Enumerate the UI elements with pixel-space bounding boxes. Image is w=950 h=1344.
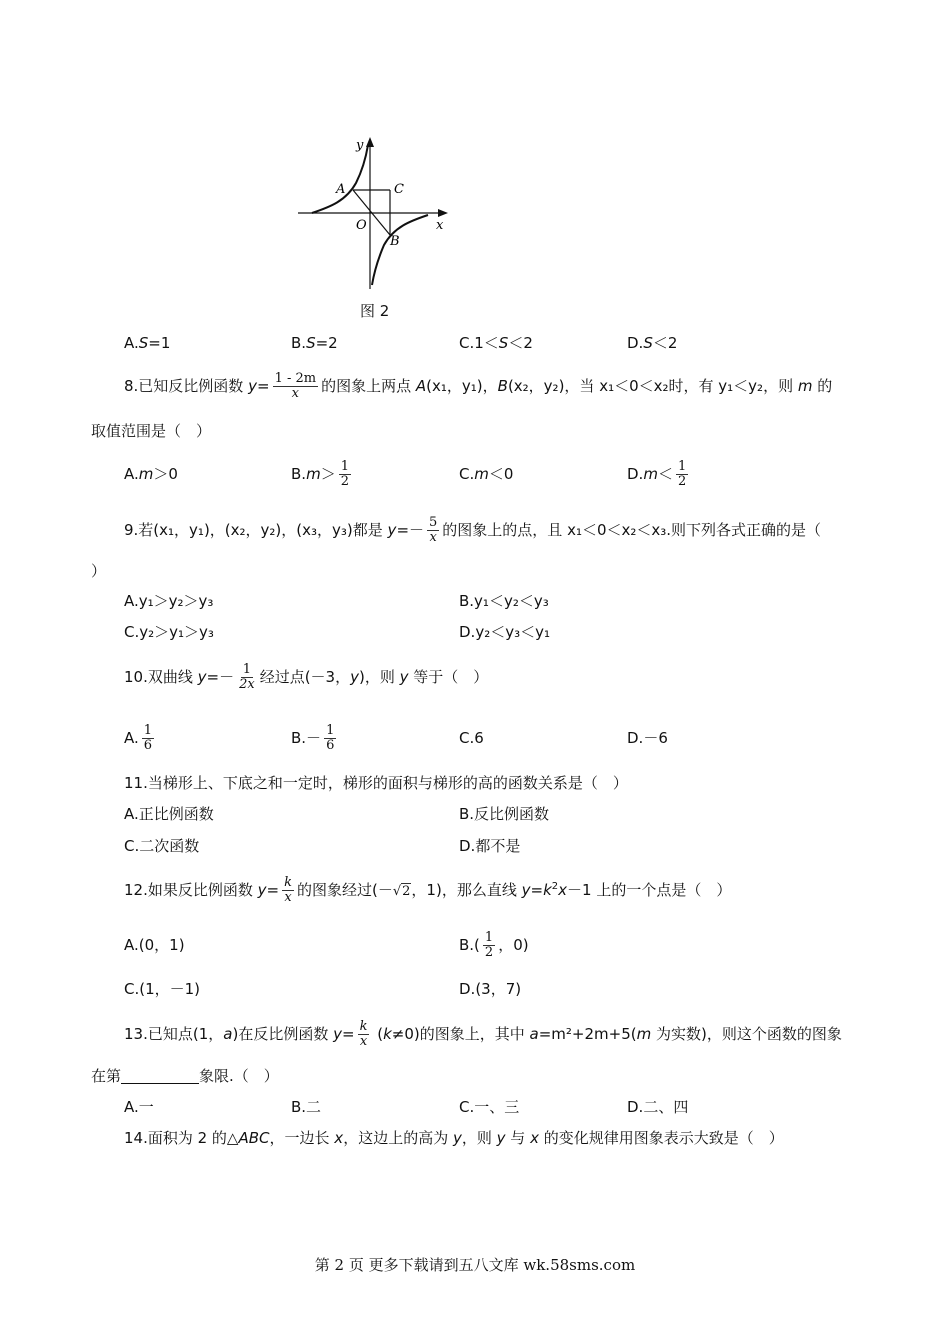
q11-option-a[interactable]: A.正比例函数 — [124, 805, 214, 823]
q10-fraction — [237, 663, 257, 693]
q12-option-d[interactable]: D.(3，7) — [459, 980, 522, 998]
q13-t2: )在反比例函数 — [232, 1025, 334, 1043]
q10-b-den: 6 — [326, 738, 335, 753]
x-axis-arrow — [438, 209, 448, 217]
q7-c-var: S — [498, 334, 509, 352]
q12-t1: 12.如果反比例函数 — [124, 881, 258, 899]
q13-option-d[interactable]: D.二、四 — [627, 1098, 689, 1116]
q10-b-num: 1 — [326, 722, 335, 738]
q8-b-fraction — [339, 460, 351, 490]
q14-t1: 14.面积为 2 的△ — [124, 1129, 239, 1147]
q7-d-var: S — [643, 334, 653, 352]
q7-d-label: D. — [627, 334, 644, 352]
q12-b-fraction — [483, 931, 495, 961]
figure-2-graph — [290, 135, 460, 295]
q9-frac-num: 5 — [429, 514, 438, 530]
q12-b-num: 1 — [484, 929, 494, 945]
q8-stem-line2: 取值范围是（ ） — [91, 422, 212, 440]
q14-t5: 与 — [505, 1129, 531, 1147]
hyperbola-branch-right — [372, 215, 428, 285]
q12-t3: ，1)，那么直线 — [411, 881, 522, 899]
q10-frac-den: 2x — [239, 677, 255, 692]
q8-num: 8.已知反比例函数 — [124, 377, 249, 395]
q7-option-d[interactable] — [627, 336, 677, 351]
q8-fraction — [273, 372, 319, 402]
q12-frac-den: x — [284, 890, 292, 905]
q12-b-den: 2 — [484, 945, 494, 960]
q8-b-post: ＞ — [320, 465, 336, 483]
q13-t6: 为实数)，则这个函数的图象 — [651, 1025, 842, 1043]
q13-line2-post: 象限.（ ） — [199, 1067, 279, 1085]
q8-option-c[interactable] — [459, 467, 513, 482]
q10-option-c[interactable]: C.6 — [459, 729, 484, 747]
q12-sqrt: √2 — [392, 884, 411, 899]
q9-option-a[interactable]: A.y₁＞y₂＞y₃ — [124, 592, 214, 610]
q13-a2: a — [529, 1025, 539, 1043]
q12-y: y — [257, 881, 267, 899]
q10-a-den: 6 — [143, 738, 153, 753]
q9-frac-den: x — [429, 530, 437, 545]
figure-caption: 图 2 — [360, 302, 390, 320]
q8-t1: 的图象上两点 — [321, 377, 416, 395]
q13-k: k — [383, 1025, 392, 1043]
q10-t1: 10.双曲线 — [124, 668, 198, 686]
q9-option-b[interactable]: B.y₁＜y₂＜y₃ — [459, 592, 549, 610]
q13-answer-blank[interactable] — [121, 1069, 199, 1084]
q14-stem — [124, 1131, 784, 1146]
label-origin: O — [356, 218, 367, 233]
q10-y3: y — [399, 668, 409, 686]
q7-option-b[interactable] — [291, 336, 338, 351]
q7-b-var: S — [306, 334, 316, 352]
q12-option-a[interactable]: A.(0，1) — [124, 936, 185, 954]
q8-option-a[interactable] — [124, 467, 178, 482]
label-c: C — [394, 182, 404, 197]
q7-d-post: ＜2 — [652, 334, 678, 352]
q7-a-label: A. — [124, 334, 139, 352]
q12-radicand: 2 — [402, 884, 411, 899]
q10-y2: y — [350, 668, 359, 686]
q11-stem: 11.当梯形上、下底之和一定时，梯形的面积与梯形的高的函数关系是（ ） — [124, 774, 628, 792]
q7-b-label: B. — [291, 334, 307, 352]
q12-option-b[interactable] — [459, 925, 529, 965]
q10-t4: )，则 — [359, 668, 400, 686]
q8-A: A — [415, 377, 427, 395]
q10-a-num: 1 — [143, 722, 153, 738]
q8-b-den: 2 — [340, 474, 349, 489]
q11-option-d[interactable]: D.都不是 — [459, 837, 521, 855]
q8-option-b[interactable] — [291, 454, 354, 494]
q14-y: y — [452, 1129, 462, 1147]
q10-a-fraction — [142, 724, 154, 754]
label-b: B — [390, 234, 400, 249]
q8-t2: (x₁，y₁)， — [426, 377, 498, 395]
q10-a-label: A. — [124, 729, 139, 747]
q13-line2-pre: 在第 — [91, 1067, 122, 1085]
q13-a1: a — [223, 1025, 233, 1043]
q7-option-a[interactable] — [124, 336, 170, 351]
q9-option-c[interactable]: C.y₂＞y₁＞y₃ — [124, 623, 214, 641]
label-x: x — [436, 218, 444, 233]
q8-c-var: m — [474, 465, 489, 483]
q8-eq: = — [256, 377, 270, 395]
q12-t4: = — [530, 881, 544, 899]
q8-d-post: ＜ — [657, 465, 673, 483]
q13-t3: ( — [372, 1025, 384, 1043]
q8-d-label: D. — [627, 465, 644, 483]
page-footer: 第 2 页 更多下载请到五八文库 wk.58sms.com — [314, 1256, 636, 1274]
q13-frac-num: k — [359, 1018, 368, 1034]
q11-option-c[interactable]: C.二次函数 — [124, 837, 200, 855]
q14-x2: x — [530, 1129, 539, 1147]
q9-t1: 9.若(x₁，y₁)，(x₂，y₂)，(x₃，y₃)都是 — [124, 521, 388, 539]
q10-option-a[interactable] — [124, 718, 157, 758]
q8-b-num: 1 — [340, 458, 349, 474]
q10-b-label: B.－ — [291, 729, 322, 747]
q13-t1: 13.已知点(1， — [124, 1025, 224, 1043]
q8-frac-num: 1 - 2m — [274, 370, 317, 386]
q12-y2: y — [521, 881, 531, 899]
q12-frac-num: k — [284, 874, 292, 890]
q8-t3: (x₂，y₂)，当 x₁＜0＜x₂时，有 y₁＜y₂，则 — [507, 377, 798, 395]
q9-t3: 的图象上的点，且 x₁＜0＜x₂＜x₃.则下列各式正确的是（ — [442, 521, 822, 539]
q9-y: y — [387, 521, 397, 539]
q12-b-pre: B.( — [459, 936, 480, 954]
q14-t4: ，则 — [461, 1129, 497, 1147]
q8-t4: 的 — [812, 377, 833, 395]
q8-c-label: C. — [459, 465, 475, 483]
q8-stem — [124, 366, 832, 406]
q7-c-post: ＜2 — [508, 334, 533, 352]
q10-t2: =－ — [206, 668, 235, 686]
q10-stem — [124, 657, 488, 697]
q13-y: y — [333, 1025, 342, 1043]
q9-stem-line2: ） — [91, 562, 107, 580]
q8-a-label: A. — [124, 465, 139, 483]
q13-option-a[interactable]: A.一 — [124, 1098, 154, 1116]
q8-a-var: m — [138, 465, 154, 483]
q12-t2: 的图象经过(－ — [296, 881, 393, 899]
q7-b-val: =2 — [315, 334, 338, 352]
label-y: y — [356, 138, 364, 153]
hyperbola-branch-left — [312, 145, 368, 213]
q8-d-den: 2 — [677, 474, 687, 489]
q12-fraction — [282, 876, 294, 906]
q8-B: B — [497, 377, 508, 395]
q13-option-c[interactable]: C.一、三 — [459, 1098, 520, 1116]
q7-c-pre: C.1＜ — [459, 334, 499, 352]
q13-fraction — [358, 1020, 370, 1050]
q13-stem — [124, 1014, 842, 1054]
q8-option-d[interactable] — [627, 454, 691, 494]
q10-option-d[interactable]: D.－6 — [627, 729, 668, 747]
q13-option-b[interactable]: B.二 — [291, 1098, 322, 1116]
q7-option-c[interactable] — [459, 336, 533, 351]
q8-b-label: B. — [291, 465, 307, 483]
q14-t3: ，这边上的高为 — [343, 1129, 453, 1147]
q12-x: x — [558, 881, 568, 899]
q8-c-post: ＜0 — [488, 465, 514, 483]
q11-option-b[interactable]: B.反比例函数 — [459, 805, 550, 823]
q12-eq: = — [266, 881, 280, 899]
q13-t4: ≠0)的图象上，其中 — [391, 1025, 530, 1043]
q12-k: k — [543, 881, 552, 899]
q10-frac-num: 1 — [242, 661, 252, 677]
q14-x: x — [334, 1129, 344, 1147]
q13-eq: = — [341, 1025, 355, 1043]
q12-b-post: ，0) — [498, 936, 529, 954]
q9-t2: =－ — [396, 521, 425, 539]
q9-stem — [124, 510, 821, 550]
q8-m: m — [797, 377, 813, 395]
q10-option-b[interactable] — [291, 718, 339, 758]
q10-t5: 等于（ ） — [408, 668, 489, 686]
q7-a-var: S — [138, 334, 149, 352]
q10-y: y — [197, 668, 207, 686]
q12-stem — [124, 870, 731, 912]
q14-t6: 的变化规律用图象表示大致是（ ） — [538, 1129, 784, 1147]
q12-option-c[interactable]: C.(1，－1) — [124, 980, 201, 998]
q12-sq: 2 — [551, 881, 559, 892]
q14-y2: y — [496, 1129, 506, 1147]
q13-t5: =m²+2m+5( — [538, 1025, 637, 1043]
q14-abc: ABC — [238, 1129, 270, 1147]
q9-fraction — [427, 516, 439, 546]
q8-d-num: 1 — [677, 458, 687, 474]
q12-t5: －1 上的一个点是（ ） — [567, 881, 732, 899]
q9-option-d[interactable]: D.y₂＜y₃＜y₁ — [459, 623, 550, 641]
q8-d-var: m — [643, 465, 658, 483]
label-a: A — [336, 182, 346, 197]
q7-a-val: =1 — [148, 334, 171, 352]
q10-b-fraction — [324, 724, 336, 754]
q13-m: m — [636, 1025, 652, 1043]
q8-d-fraction — [676, 460, 688, 490]
q10-t3: 经过点(－3， — [259, 668, 351, 686]
q8-a-post: ＞0 — [153, 465, 178, 483]
q13-frac-den: x — [359, 1034, 368, 1049]
q8-y: y — [248, 377, 257, 395]
q8-frac-den: x — [291, 386, 299, 401]
q13-stem-line2 — [91, 1069, 279, 1084]
q8-b-var: m — [306, 465, 321, 483]
q14-t2: ，一边长 — [269, 1129, 335, 1147]
